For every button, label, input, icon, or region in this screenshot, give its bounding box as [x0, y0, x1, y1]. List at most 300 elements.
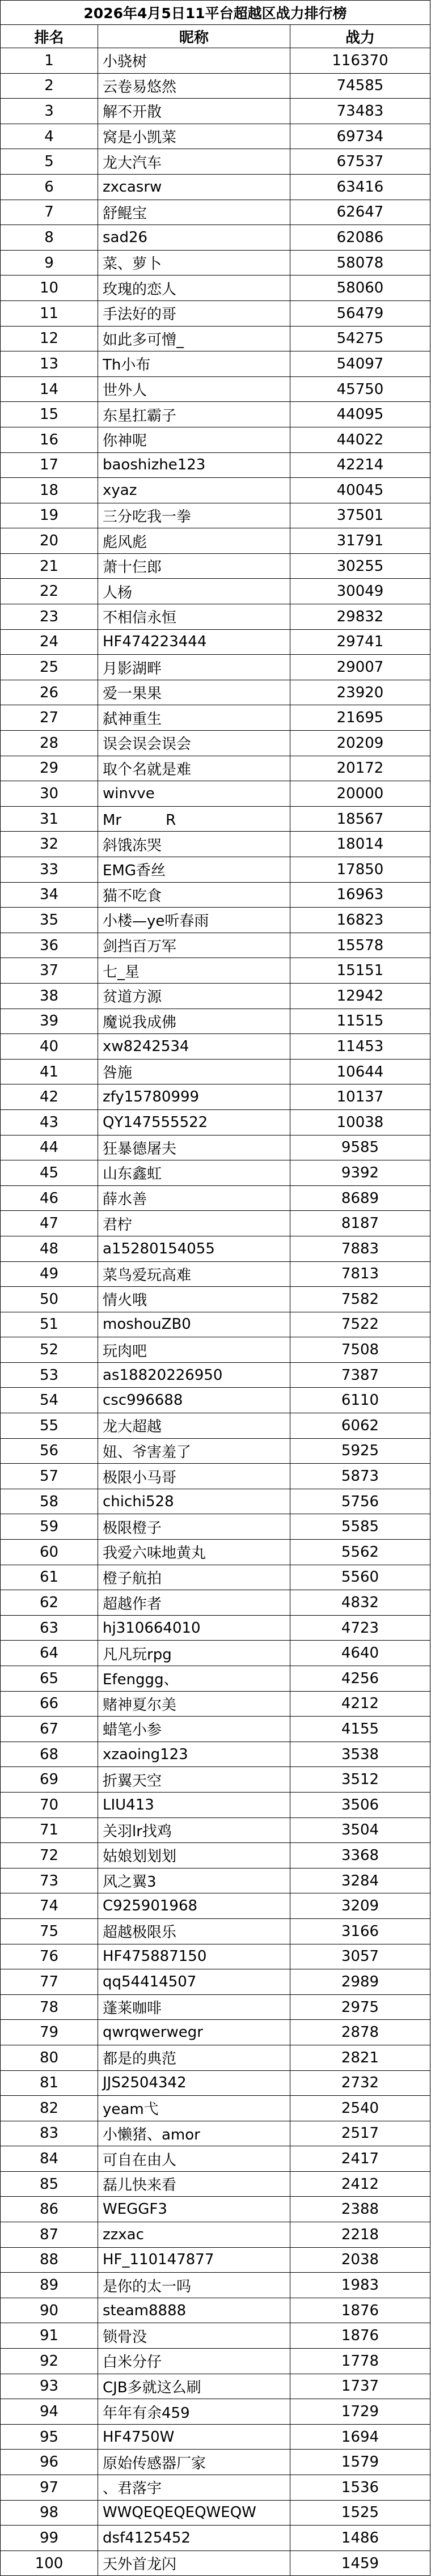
- rank-cell: 46: [1, 1186, 98, 1211]
- table-row: [1, 124, 430, 150]
- name-cell: 天外首龙闪: [98, 2551, 290, 2576]
- rank-cell: 38: [1, 984, 98, 1009]
- name-cell: sad26: [98, 225, 290, 251]
- table-row: [1, 655, 430, 680]
- rank-cell: 37: [1, 958, 98, 984]
- power-cell: 1525: [290, 2501, 430, 2526]
- name-cell: 剑挡百万军: [98, 933, 290, 959]
- table-row: [1, 1337, 430, 1363]
- rank-cell: 3: [1, 99, 98, 124]
- table-row: [1, 402, 430, 427]
- table-row: [1, 554, 430, 579]
- rank-cell: 34: [1, 883, 98, 908]
- rank-cell: 28: [1, 731, 98, 756]
- rank-cell: 95: [1, 2425, 98, 2450]
- name-cell: 狂暴德屠夫: [98, 1136, 290, 1161]
- name-cell: 月影湖畔: [98, 655, 290, 680]
- rank-cell: 10: [1, 276, 98, 301]
- table-row: [1, 604, 430, 630]
- rank-cell: 33: [1, 857, 98, 883]
- power-cell: 3284: [290, 1869, 430, 1894]
- rank-cell: 77: [1, 1969, 98, 1995]
- power-cell: 62647: [290, 200, 430, 226]
- table-row: [1, 1944, 430, 1970]
- power-cell: 3538: [290, 1742, 430, 1768]
- name-cell: xyaz: [98, 478, 290, 503]
- name-cell: 赌神夏尔美: [98, 1692, 290, 1717]
- name-cell: zfy15780999: [98, 1084, 290, 1110]
- power-cell: 63416: [290, 175, 430, 200]
- power-cell: 5873: [290, 1464, 430, 1489]
- rank-cell: 83: [1, 2121, 98, 2147]
- name-cell: Efenggg、: [98, 1666, 290, 1692]
- rank-cell: 20: [1, 528, 98, 554]
- table-row: [1, 705, 430, 731]
- table-row: [1, 2323, 430, 2349]
- power-cell: 1486: [290, 2526, 430, 2551]
- name-cell: 君柠: [98, 1211, 290, 1236]
- power-cell: 69734: [290, 124, 430, 150]
- rank-cell: 45: [1, 1160, 98, 1186]
- power-cell: 15578: [290, 933, 430, 959]
- rank-cell: 78: [1, 1995, 98, 2020]
- name-cell: 舒鲲宝: [98, 200, 290, 226]
- power-cell: 40045: [290, 478, 430, 503]
- rank-cell: 55: [1, 1413, 98, 1439]
- table-row: [1, 756, 430, 782]
- table-row: [1, 1869, 430, 1894]
- power-cell: 54097: [290, 351, 430, 377]
- rank-cell: 14: [1, 377, 98, 402]
- table-row: [1, 1641, 430, 1666]
- table-row: [1, 2526, 430, 2551]
- name-cell: 菜、萝卜: [98, 251, 290, 276]
- table-row: [1, 48, 430, 74]
- power-cell: 10137: [290, 1084, 430, 1110]
- name-cell: yeam弋: [98, 2096, 290, 2121]
- name-cell: 山东鑫虹: [98, 1160, 290, 1186]
- name-cell: 白米分仔: [98, 2349, 290, 2374]
- power-cell: 21695: [290, 705, 430, 731]
- name-cell: 七_星: [98, 958, 290, 984]
- table-row: [1, 1110, 430, 1136]
- rank-cell: 21: [1, 554, 98, 579]
- power-cell: 44095: [290, 402, 430, 427]
- rank-cell: 65: [1, 1666, 98, 1692]
- table-row: [1, 1666, 430, 1692]
- rank-cell: 62: [1, 1590, 98, 1616]
- rank-cell: 32: [1, 832, 98, 857]
- name-cell: 超越作者: [98, 1590, 290, 1616]
- rank-cell: 53: [1, 1363, 98, 1388]
- name-cell: 菜鸟爱玩高难: [98, 1262, 290, 1287]
- name-cell: 凡凡玩rpg: [98, 1641, 290, 1666]
- name-cell: winvve: [98, 781, 290, 807]
- rank-cell: 7: [1, 200, 98, 226]
- power-cell: 4640: [290, 1641, 430, 1666]
- rank-cell: 69: [1, 1767, 98, 1793]
- table-row: [1, 1742, 430, 1768]
- table-row: [1, 807, 430, 832]
- power-cell: 5925: [290, 1439, 430, 1464]
- rank-cell: 26: [1, 680, 98, 706]
- rank-cell: 6: [1, 175, 98, 200]
- table-row: [1, 1565, 430, 1591]
- name-cell: 误会误会误会: [98, 731, 290, 756]
- name-cell: zxcasrw: [98, 175, 290, 200]
- name-cell: 小懒猪、amor: [98, 2121, 290, 2147]
- power-cell: 4723: [290, 1616, 430, 1641]
- name-cell: 解不开散: [98, 99, 290, 124]
- table-row: [1, 2273, 430, 2298]
- rank-cell: 43: [1, 1110, 98, 1136]
- name-cell: baoshizhe123: [98, 453, 290, 478]
- table-row: [1, 99, 430, 124]
- rank-cell: 2: [1, 74, 98, 99]
- table-row: [1, 680, 430, 706]
- power-cell: 3504: [290, 1818, 430, 1844]
- power-cell: 7813: [290, 1262, 430, 1287]
- name-cell: 手法好的哥: [98, 301, 290, 327]
- table-row: [1, 1160, 430, 1186]
- table-row: [1, 2071, 430, 2096]
- table-row: [1, 2146, 430, 2172]
- name-cell: QY147555522: [98, 1110, 290, 1136]
- power-cell: 2732: [290, 2071, 430, 2096]
- table-row: [1, 1767, 430, 1793]
- name-cell: 极限小马哥: [98, 1464, 290, 1489]
- name-cell: 可自在由人: [98, 2146, 290, 2172]
- table-row: [1, 175, 430, 200]
- power-cell: 29741: [290, 630, 430, 655]
- rank-cell: 22: [1, 579, 98, 604]
- name-cell: 三分吃我一拳: [98, 503, 290, 529]
- name-cell: 我爱六味地黄丸: [98, 1540, 290, 1565]
- table-row: [1, 1590, 430, 1616]
- name-cell: 姑娘划划划: [98, 1843, 290, 1869]
- table-row: [1, 1009, 430, 1035]
- table-row: [1, 781, 430, 807]
- power-cell: 67537: [290, 149, 430, 175]
- power-cell: 3506: [290, 1793, 430, 1818]
- rank-cell: 85: [1, 2172, 98, 2197]
- rank-cell: 15: [1, 402, 98, 427]
- header-rank: 排名: [1, 25, 98, 48]
- rank-cell: 86: [1, 2197, 98, 2222]
- table-row: [1, 2450, 430, 2475]
- power-cell: 11453: [290, 1034, 430, 1060]
- power-cell: 2517: [290, 2121, 430, 2147]
- rank-cell: 76: [1, 1944, 98, 1970]
- table-row: [1, 1818, 430, 1844]
- rank-cell: 72: [1, 1843, 98, 1869]
- rank-cell: 51: [1, 1312, 98, 1338]
- rank-cell: 98: [1, 2501, 98, 2526]
- table-row: [1, 2551, 430, 2576]
- power-cell: 10038: [290, 1110, 430, 1136]
- name-cell: 彪风彪: [98, 528, 290, 554]
- power-cell: 4256: [290, 1666, 430, 1692]
- power-cell: 7387: [290, 1363, 430, 1388]
- power-cell: 6110: [290, 1388, 430, 1413]
- table-row: [1, 1793, 430, 1818]
- rank-cell: 54: [1, 1388, 98, 1413]
- name-cell: HF_110147877: [98, 2248, 290, 2273]
- rank-cell: 23: [1, 604, 98, 630]
- name-cell: 风之翼3: [98, 1869, 290, 1894]
- power-cell: 74585: [290, 74, 430, 99]
- name-cell: CJB多就这么刷: [98, 2374, 290, 2400]
- name-cell: 薛水善: [98, 1186, 290, 1211]
- power-cell: 1579: [290, 2450, 430, 2475]
- name-cell: dsf4125452: [98, 2526, 290, 2551]
- name-cell: 玫瑰的恋人: [98, 276, 290, 301]
- table-row: [1, 1363, 430, 1388]
- rank-cell: 60: [1, 1540, 98, 1565]
- name-cell: 窝是小凯菜: [98, 124, 290, 150]
- table-row: [1, 1464, 430, 1489]
- name-cell: 萧十仨郎: [98, 554, 290, 579]
- name-cell: 是你的太一吗: [98, 2273, 290, 2298]
- table-row: [1, 200, 430, 226]
- rank-cell: 58: [1, 1489, 98, 1515]
- name-cell: 龙大超越: [98, 1413, 290, 1439]
- rank-cell: 31: [1, 807, 98, 832]
- rank-cell: 47: [1, 1211, 98, 1236]
- name-cell: 关羽lr找鸡: [98, 1818, 290, 1844]
- name-cell: LIU413: [98, 1793, 290, 1818]
- rank-cell: 16: [1, 427, 98, 453]
- power-cell: 5756: [290, 1489, 430, 1515]
- name-cell: 东星扛霸子: [98, 402, 290, 427]
- power-cell: 7508: [290, 1337, 430, 1363]
- name-cell: 咎施: [98, 1060, 290, 1085]
- header-name: 昵称: [98, 25, 290, 48]
- name-cell: xzaoing123: [98, 1742, 290, 1768]
- power-cell: 58078: [290, 251, 430, 276]
- name-cell: 你神呢: [98, 427, 290, 453]
- rank-cell: 17: [1, 453, 98, 478]
- power-cell: 116370: [290, 48, 430, 74]
- name-cell: 情火哦: [98, 1287, 290, 1312]
- power-cell: 8187: [290, 1211, 430, 1236]
- rank-cell: 88: [1, 2248, 98, 2273]
- table-row: [1, 276, 430, 301]
- name-cell: 超越极限乐: [98, 1919, 290, 1944]
- power-cell: 1737: [290, 2374, 430, 2400]
- rank-cell: 1: [1, 48, 98, 74]
- table-row: [1, 933, 430, 959]
- table-row: [1, 351, 430, 377]
- rank-cell: 82: [1, 2096, 98, 2121]
- power-cell: 42214: [290, 453, 430, 478]
- rank-cell: 30: [1, 781, 98, 807]
- power-cell: 58060: [290, 276, 430, 301]
- table-row: [1, 453, 430, 478]
- table-row: [1, 1136, 430, 1161]
- rank-cell: 94: [1, 2399, 98, 2425]
- rank-cell: 42: [1, 1084, 98, 1110]
- rank-cell: 19: [1, 503, 98, 529]
- power-cell: 54275: [290, 327, 430, 352]
- name-cell: WWQEQEQEQWEQW: [98, 2501, 290, 2526]
- table-row: [1, 1060, 430, 1085]
- name-cell: 年年有余459: [98, 2399, 290, 2425]
- table-row: [1, 1236, 430, 1262]
- power-cell: 1729: [290, 2399, 430, 2425]
- rank-cell: 49: [1, 1262, 98, 1287]
- name-cell: 人杨: [98, 579, 290, 604]
- table-row: [1, 1893, 430, 1919]
- rank-cell: 64: [1, 1641, 98, 1666]
- rank-cell: 56: [1, 1439, 98, 1464]
- power-cell: 15151: [290, 958, 430, 984]
- name-cell: 橙子航拍: [98, 1565, 290, 1591]
- name-cell: moshouZB0: [98, 1312, 290, 1338]
- power-cell: 20000: [290, 781, 430, 807]
- rank-cell: 63: [1, 1616, 98, 1641]
- rank-cell: 52: [1, 1337, 98, 1363]
- power-cell: 16823: [290, 908, 430, 933]
- table-row: [1, 528, 430, 554]
- table-row: [1, 2172, 430, 2197]
- name-cell: 斜饿冻哭: [98, 832, 290, 857]
- power-cell: 2821: [290, 2045, 430, 2071]
- power-cell: 31791: [290, 528, 430, 554]
- power-cell: 7522: [290, 1312, 430, 1338]
- rank-cell: 99: [1, 2526, 98, 2551]
- rank-cell: 81: [1, 2071, 98, 2096]
- rank-cell: 70: [1, 1793, 98, 1818]
- rank-cell: 90: [1, 2298, 98, 2324]
- rank-cell: 59: [1, 1514, 98, 1540]
- table-row: [1, 1388, 430, 1413]
- power-cell: 62086: [290, 225, 430, 251]
- table-row: [1, 1312, 430, 1338]
- rank-cell: 11: [1, 301, 98, 327]
- name-cell: qwrqwerwegr: [98, 2020, 290, 2045]
- table-row: [1, 1717, 430, 1742]
- table-row: [1, 427, 430, 453]
- rank-cell: 13: [1, 351, 98, 377]
- power-cell: 8689: [290, 1186, 430, 1211]
- table-row: [1, 984, 430, 1009]
- table-row: [1, 2399, 430, 2425]
- power-cell: 12942: [290, 984, 430, 1009]
- name-cell: 小楼—ye听春雨: [98, 908, 290, 933]
- power-cell: 20172: [290, 756, 430, 782]
- power-cell: 45750: [290, 377, 430, 402]
- table-row: [1, 1413, 430, 1439]
- table-row: [1, 301, 430, 327]
- rank-cell: 29: [1, 756, 98, 782]
- power-cell: 4212: [290, 1692, 430, 1717]
- rank-cell: 50: [1, 1287, 98, 1312]
- table-row: [1, 503, 430, 529]
- rank-cell: 8: [1, 225, 98, 251]
- table-row: [1, 1262, 430, 1287]
- name-cell: 蜡笔小参: [98, 1717, 290, 1742]
- power-cell: 1876: [290, 2323, 430, 2349]
- table-row: [1, 478, 430, 503]
- name-cell: 龙大汽车: [98, 149, 290, 175]
- rank-cell: 25: [1, 655, 98, 680]
- power-cell: 23920: [290, 680, 430, 706]
- power-cell: 3209: [290, 1893, 430, 1919]
- table-row: [1, 1084, 430, 1110]
- rank-cell: 57: [1, 1464, 98, 1489]
- name-cell: 都是的典范: [98, 2045, 290, 2071]
- rank-cell: 66: [1, 1692, 98, 1717]
- power-cell: 9392: [290, 1160, 430, 1186]
- table-row: [1, 225, 430, 251]
- power-cell: 37501: [290, 503, 430, 529]
- rank-cell: 71: [1, 1818, 98, 1844]
- table-row: [1, 630, 430, 655]
- table-row: [1, 1186, 430, 1211]
- name-cell: HF474223444: [98, 630, 290, 655]
- power-cell: 2038: [290, 2248, 430, 2273]
- power-cell: 30049: [290, 579, 430, 604]
- rank-cell: 75: [1, 1919, 98, 1944]
- rank-cell: 68: [1, 1742, 98, 1768]
- name-cell: 弑神重生: [98, 705, 290, 731]
- table-row: [1, 251, 430, 276]
- header-power: 战力: [290, 25, 430, 48]
- power-cell: 1694: [290, 2425, 430, 2450]
- name-cell: C925901968: [98, 1893, 290, 1919]
- power-cell: 2540: [290, 2096, 430, 2121]
- rank-cell: 48: [1, 1236, 98, 1262]
- rank-cell: 79: [1, 2020, 98, 2045]
- rank-cell: 93: [1, 2374, 98, 2400]
- power-cell: 1778: [290, 2349, 430, 2374]
- name-cell: 贫道方源: [98, 984, 290, 1009]
- name-cell: Mr R: [98, 807, 290, 832]
- name-cell: 锁骨没: [98, 2323, 290, 2349]
- power-cell: 3057: [290, 1944, 430, 1970]
- name-cell: a15280154055: [98, 1236, 290, 1262]
- rank-cell: 18: [1, 478, 98, 503]
- power-cell: 10644: [290, 1060, 430, 1085]
- name-cell: HF475887150: [98, 1944, 290, 1970]
- power-cell: 73483: [290, 99, 430, 124]
- name-cell: steam8888: [98, 2298, 290, 2324]
- name-cell: 、君落宇: [98, 2475, 290, 2501]
- power-cell: 2878: [290, 2020, 430, 2045]
- name-cell: hj310664010: [98, 1616, 290, 1641]
- rank-cell: 92: [1, 2349, 98, 2374]
- table-row: [1, 883, 430, 908]
- table-row: [1, 2425, 430, 2450]
- table-row: [1, 1211, 430, 1236]
- table-row: [1, 832, 430, 857]
- table-row: [1, 1540, 430, 1565]
- rank-cell: 87: [1, 2222, 98, 2248]
- name-cell: 世外人: [98, 377, 290, 402]
- name-cell: 磊儿快来看: [98, 2172, 290, 2197]
- power-cell: 7582: [290, 1287, 430, 1312]
- table-row: [1, 731, 430, 756]
- table-row: [1, 327, 430, 352]
- power-cell: 16963: [290, 883, 430, 908]
- name-cell: 妞、爷害羞了: [98, 1439, 290, 1464]
- rank-cell: 84: [1, 2146, 98, 2172]
- name-cell: 玩肉吧: [98, 1337, 290, 1363]
- name-cell: qq54414507: [98, 1969, 290, 1995]
- table-row: [1, 2475, 430, 2501]
- table-row: [1, 958, 430, 984]
